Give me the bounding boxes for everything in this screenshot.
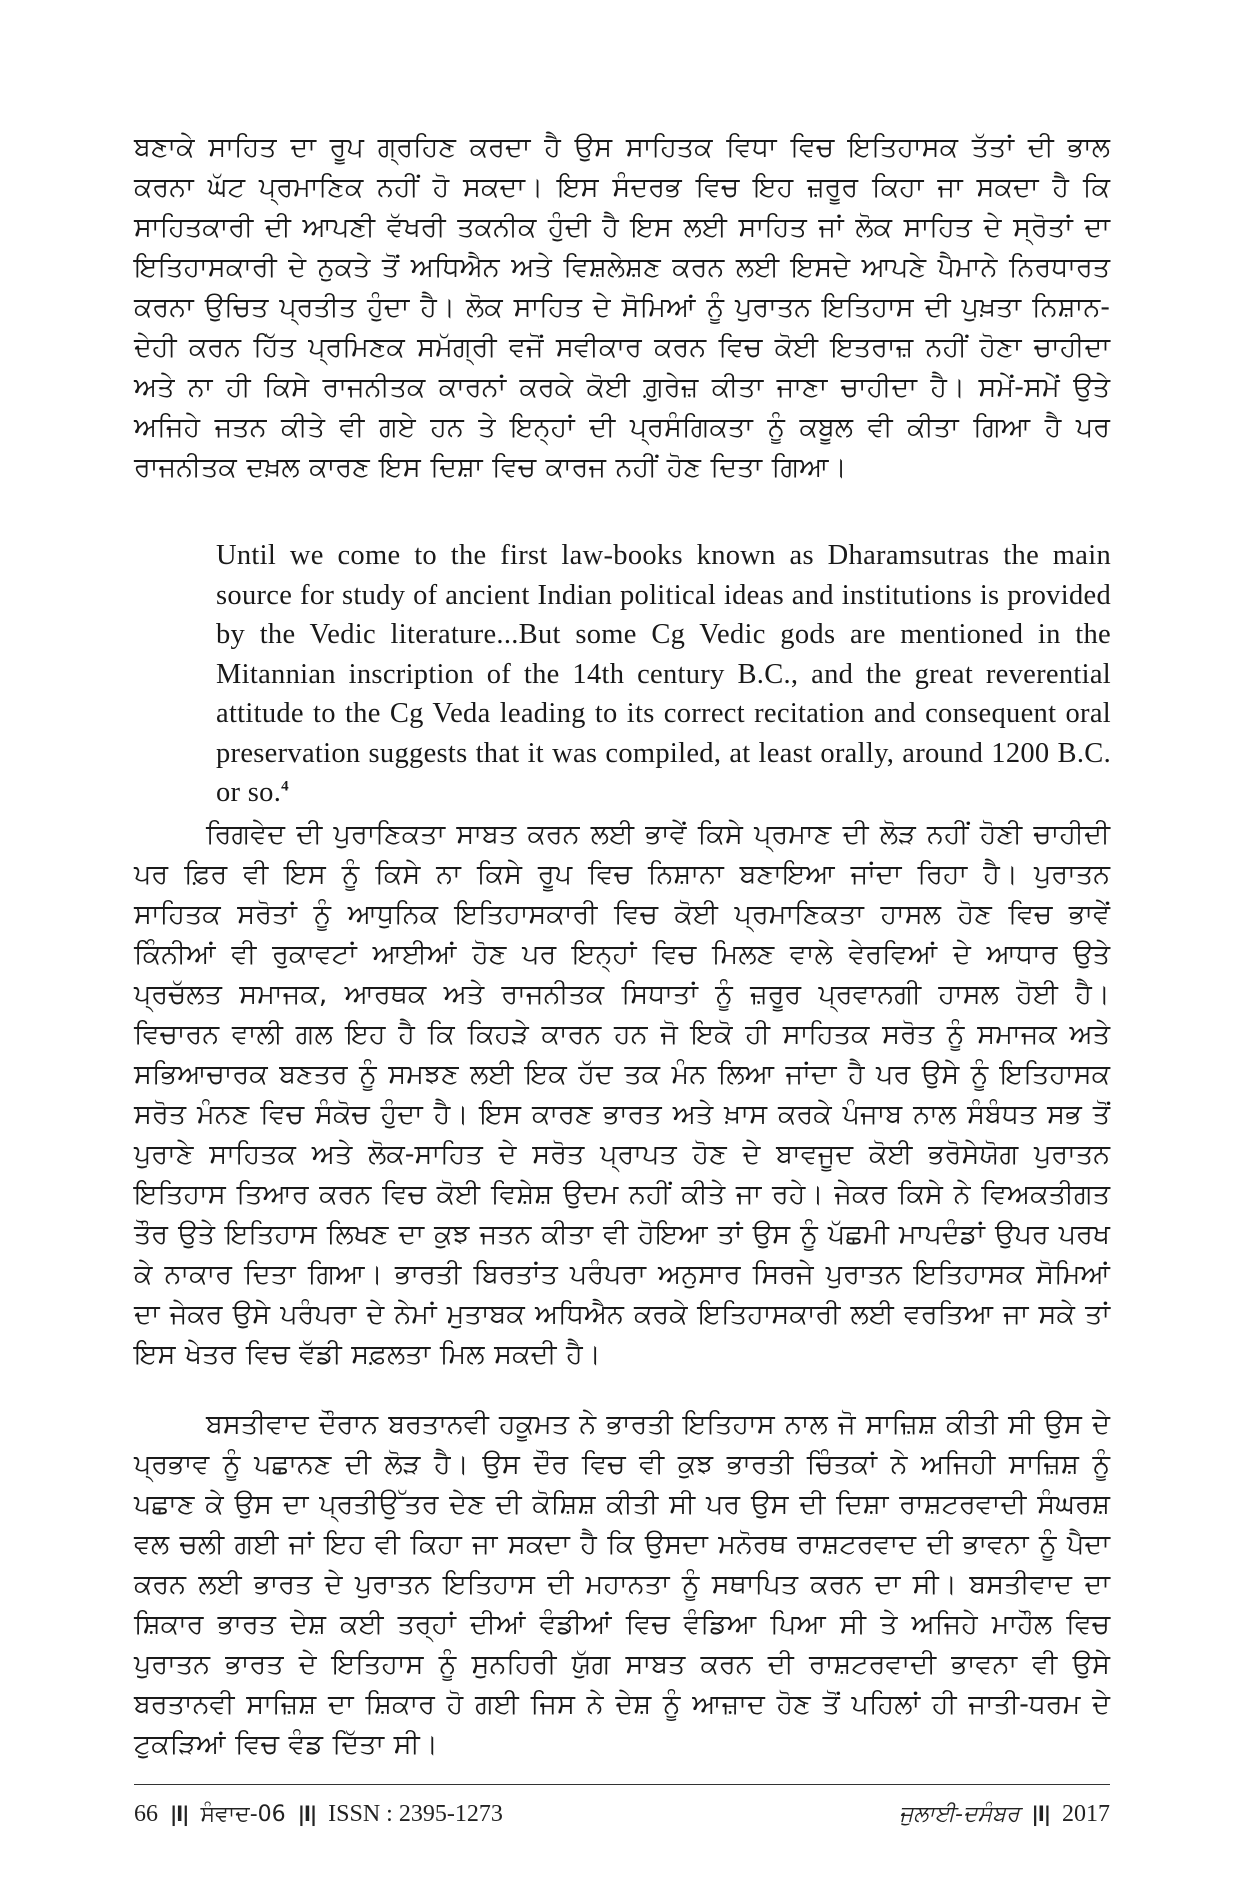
block-quote-text: Until we come to the first law-books known as Dharamsutras the main source for study of ancient Indian political ideas and institutions is provided by the Vedic literature...But some Cg Vedic gods are mentioned in the Mitannian inscription of the 14th century B.C., and the great reverential attitude to the Cg Veda leading to its correct recitation and consequent oral preservation suggests that it was compiled, at least orally, around 1200 B.C. or so. [216, 540, 1111, 808]
paragraph-2: ਰਿਗਵੇਦ ਦੀ ਪੁਰਾਣਿਕਤਾ ਸਾਬਤ ਕਰਨ ਲਈ ਭਾਵੇਂ ਕਿਸੇ ਪ੍ਰਮਾਣ ਦੀ ਲੋੜ ਨਹੀਂ ਹੋਣੀ ਚਾਹੀਦੀ ਪਰ ਫ਼ਿਰ ਵੀ ਇਸ ਨੂੰ ਕਿਸੇ ਨਾ ਕਿਸੇ ਰੂਪ ਵਿਚ ਨਿਸ਼ਾਨਾ ਬਣਾਇਆ ਜਾਂਦਾ ਰਿਹਾ ਹੈ। ਪੁਰਾਤਨ ਸਾਹਿਤਕ ਸਰੋਤਾਂ ਨੂੰ ਆਧੁਨਿਕ ਇਤਿਹਾਸਕਾਰੀ ਵਿਚ ਕੋਈ ਪ੍ਰਮਾਣਿਕਤਾ ਹਾਸਲ ਹੋਣ ਵਿਚ ਭਾਵੇਂ ਕਿੰਨੀਆਂ ਵੀ ਰੁਕਾਵਟਾਂ ਆਈਆਂ ਹੋਣ ਪਰ ਇਨ੍ਹਾਂ ਵਿਚ ਮਿਲਣ ਵਾਲੇ ਵੇਰਵਿਆਂ ਦੇ ਆਧਾਰ ਉਤੇ ਪ੍ਰਚੱਲਤ ਸਮਾਜਕ, ਆਰਥਕ ਅਤੇ ਰਾਜਨੀਤਕ ਸਿਧਾਤਾਂ ਨੂੰ ਜ਼ਰੂਰ ਪ੍ਰਵਾਨਗੀ ਹਾਸਲ ਹੋਈ ਹੈ। ਵਿਚਾਰਨ ਵਾਲੀ ਗਲ ਇਹ ਹੈ ਕਿ ਕਿਹੜੇ ਕਾਰਨ ਹਨ ਜੋ ਇਕੋ ਹੀ ਸਾਹਿਤਕ ਸਰੋਤ ਨੂੰ ਸਮਾਜਕ ਅਤੇ ਸਭਿਆਚਾਰਕ ਬਣਤਰ ਨੂੰ ਸਮਝਣ ਲਈ ਇਕ ਹੱਦ ਤਕ ਮੰਨ ਲਿਆ ਜਾਂਦਾ ਹੈ ਪਰ ਉਸੇ ਨੂੰ ਇਤਿਹਾਸਕ ਸਰੋਤ ਮੰਨਣ ਵਿਚ ਸੰਕੋਚ ਹੁੰਦਾ ਹੈ। ਇਸ ਕਾਰਣ ਭਾਰਤ ਅਤੇ ਖ਼ਾਸ ਕਰਕੇ ਪੰਜਾਬ ਨਾਲ ਸੰਬੰਧਤ ਸਭ ਤੋਂ ਪੁਰਾਣੇ ਸਾਹਿਤਕ ਅਤੇ ਲੋਕ-ਸਾਹਿਤ ਦੇ ਸਰੋਤ ਪ੍ਰਾਪਤ ਹੋਣ ਦੇ ਬਾਵਜੂਦ ਕੋਈ ਭਰੋਸੇਯੋਗ ਪੁਰਾਤਨ ਇਤਿਹਾਸ ਤਿਆਰ ਕਰਨ ਵਿਚ ਕੋਈ ਵਿਸ਼ੇਸ਼ ਉਦਮ ਨਹੀਂ ਕੀਤੇ ਜਾ ਰਹੇ। ਜੇਕਰ ਕਿਸੇ ਨੇ ਵਿਅਕਤੀਗਤ ਤੌਰ ਉਤੇ ਇਤਿਹਾਸ ਲਿਖਣ ਦਾ ਕੁਝ ਜਤਨ ਕੀਤਾ ਵੀ ਹੋਇਆ ਤਾਂ ਉਸ ਨੂੰ ਪੱਛਮੀ ਮਾਪਦੰਡਾਂ ਉਪਰ ਪਰਖ ਕੇ ਨਾਕਾਰ ਦਿਤਾ ਗਿਆ। ਭਾਰਤੀ ਬਿਰਤਾਂਤ ਪਰੰਪਰਾ ਅਨੁਸਾਰ ਸਿਰਜੇ ਪੁਰਾਤਨ ਇਤਿਹਾਸਕ ਸੋਮਿਆਂ ਦਾ ਜੇਕਰ ਉਸੇ ਪਰੰਪਰਾ ਦੇ ਨੇਮਾਂ ਮੁਤਾਬਕ ਅਧਿਐਨ ਕਰਕੇ ਇਤਿਹਾਸਕਾਰੀ ਲਈ ਵਰਤਿਆ ਜਾ ਸਕੇ ਤਾਂ ਇਸ ਖੇਤਰ ਵਿਚ ਵੱਡੀ ਸਫ਼ਲਤਾ ਮਿਲ ਸਕਦੀ ਹੈ। [134, 819, 1110, 1370]
paragraph-3: ਬਸਤੀਵਾਦ ਦੌਰਾਨ ਬਰਤਾਨਵੀ ਹਕੂਮਤ ਨੇ ਭਾਰਤੀ ਇਤਿਹਾਸ ਨਾਲ ਜੋ ਸਾਜ਼ਿਸ਼ ਕੀਤੀ ਸੀ ਉਸ ਦੇ ਪ੍ਰਭਾਵ ਨੂੰ ਪਛਾਨਣ ਦੀ ਲੋੜ ਹੈ। ਉਸ ਦੌਰ ਵਿਚ ਵੀ ਕੁਝ ਭਾਰਤੀ ਚਿੰਤਕਾਂ ਨੇ ਅਜਿਹੀ ਸਾਜ਼ਿਸ਼ ਨੂੰ ਪਛਾਣ ਕੇ ਉਸ ਦਾ ਪ੍ਰਤੀਉੱਤਰ ਦੇਣ ਦੀ ਕੋਸ਼ਿਸ਼ ਕੀਤੀ ਸੀ ਪਰ ਉਸ ਦੀ ਦਿਸ਼ਾ ਰਾਸ਼ਟਰਵਾਦੀ ਸੰਘਰਸ਼ ਵਲ ਚਲੀ ਗਈ ਜਾਂ ਇਹ ਵੀ ਕਿਹਾ ਜਾ ਸਕਦਾ ਹੈ ਕਿ ਉਸਦਾ ਮਨੋਰਥ ਰਾਸ਼ਟਰਵਾਦ ਦੀ ਭਾਵਨਾ ਨੂੰ ਪੈਦਾ ਕਰਨ ਲਈ ਭਾਰਤ ਦੇ ਪੁਰਾਤਨ ਇਤਿਹਾਸ ਦੀ ਮਹਾਨਤਾ ਨੂੰ ਸਥਾਪਿਤ ਕਰਨ ਦਾ ਸੀ। ਬਸਤੀਵਾਦ ਦਾ ਸ਼ਿਕਾਰ ਭਾਰਤ ਦੇਸ਼ ਕਈ ਤਰ੍ਹਾਂ ਦੀਆਂ ਵੰਡੀਆਂ ਵਿਚ ਵੰਡਿਆ ਪਿਆ ਸੀ ਤੇ ਅਜਿਹੇ ਮਾਹੌਲ ਵਿਚ ਪੁਰਾਤਨ ਭਾਰਤ ਦੇ ਇਤਿਹਾਸ ਨੂੰ ਸੁਨਹਿਰੀ ਯੁੱਗ ਸਾਬਤ ਕਰਨ ਦੀ ਰਾਸ਼ਟਰਵਾਦੀ ਭਾਵਨਾ ਵੀ ਉਸੇ ਬਰਤਾਨਵੀ ਸਾਜ਼ਿਸ਼ ਦਾ ਸ਼ਿਕਾਰ ਹੋ ਗਈ ਜਿਸ ਨੇ ਦੇਸ਼ ਨੂੰ ਆਜ਼ਾਦ ਹੋਣ ਤੋਂ ਪਹਿਲਾਂ ਹੀ ਜਾਤੀ-ਧਰਮ ਦੇ ਟੁਕੜਿਆਂ ਵਿਚ ਵੰਡ ਦਿੱਤਾ ਸੀ। [134, 1409, 1110, 1760]
block-quote [216, 536, 1111, 813]
footer-divider [134, 1784, 1110, 1785]
footer-left [134, 1794, 503, 1835]
footer-separator: |l| [1031, 1802, 1050, 1826]
journal-name: ਸੰਵਾਦ-06 [200, 1802, 286, 1827]
footer-separator: |l| [170, 1802, 189, 1826]
footnote-marker: 4 [281, 778, 289, 795]
footer-right [899, 1794, 1110, 1835]
issue-period: ਜੁਲਾਈ-ਦਸੰਬਰ [899, 1802, 1020, 1827]
page-footer [134, 1794, 1110, 1834]
footer-separator: |l| [297, 1802, 317, 1826]
issue-year: 2017 [1062, 1801, 1110, 1827]
page-number: 66 [134, 1801, 158, 1827]
paragraph-1: ਬਣਾਕੇ ਸਾਹਿਤ ਦਾ ਰੂਪ ਗ੍ਰਹਿਣ ਕਰਦਾ ਹੈ ਉਸ ਸਾਹਿਤਕ ਵਿਧਾ ਵਿਚ ਇਤਿਹਾਸਕ ਤੱਤਾਂ ਦੀ ਭਾਲ ਕਰਨਾ ਘੱਟ ਪ੍ਰਮਾਣਿਕ ਨਹੀਂ ਹੋ ਸਕਦਾ। ਇਸ ਸੰਦਰਭ ਵਿਚ ਇਹ ਜ਼ਰੂਰ ਕਿਹਾ ਜਾ ਸਕਦਾ ਹੈ ਕਿ ਸਾਹਿਤਕਾਰੀ ਦੀ ਆਪਣੀ ਵੱਖਰੀ ਤਕਨੀਕ ਹੁੰਦੀ ਹੈ ਇਸ ਲਈ ਸਾਹਿਤ ਜਾਂ ਲੋਕ ਸਾਹਿਤ ਦੇ ਸ੍ਰੋਤਾਂ ਦਾ ਇਤਿਹਾਸਕਾਰੀ ਦੇ ਨੁਕਤੇ ਤੋਂ ਅਧਿਐਨ ਅਤੇ ਵਿਸ਼ਲੇਸ਼ਣ ਕਰਨ ਲਈ ਇਸਦੇ ਆਪਣੇ ਪੈਮਾਨੇ ਨਿਰਧਾਰਤ ਕਰਨਾ ਉਚਿਤ ਪ੍ਰਤੀਤ ਹੁੰਦਾ ਹੈ। ਲੋਕ ਸਾਹਿਤ ਦੇ ਸੋਮਿਆਂ ਨੂੰ ਪੁਰਾਤਨ ਇਤਿਹਾਸ ਦੀ ਪੁਖ਼ਤਾ ਨਿਸ਼ਾਨ-ਦੇਹੀ ਕਰਨ ਹਿੱਤ ਪ੍ਰਮਿਣਕ ਸਮੱਗ੍ਰੀ ਵਜੋਂ ਸਵੀਕਾਰ ਕਰਨ ਵਿਚ ਕੋਈ ਇਤਰਾਜ਼ ਨਹੀਂ ਹੋਣਾ ਚਾਹੀਦਾ ਅਤੇ ਨਾ ਹੀ ਕਿਸੇ ਰਾਜਨੀਤਕ ਕਾਰਨਾਂ ਕਰਕੇ ਕੋਈ ਗ਼ੁਰੇਜ਼ ਕੀਤਾ ਜਾਣਾ ਚਾਹੀਦਾ ਹੈ। ਸਮੇਂ-ਸਮੇਂ ਉਤੇ ਅਜਿਹੇ ਜਤਨ ਕੀਤੇ ਵੀ ਗਏ ਹਨ ਤੇ ਇਨ੍ਹਾਂ ਦੀ ਪ੍ਰਸੰਗਿਕਤਾ ਨੂੰ ਕਬੂਲ ਵੀ ਕੀਤਾ ਗਿਆ ਹੈ ਪਰ ਰਾਜਨੀਤਕ ਦਖ਼ਲ ਕਾਰਣ ਇਸ ਦਿਸ਼ਾ ਵਿਚ ਕਾਰਜ ਨਹੀਂ ਹੋਣ ਦਿਤਾ ਗਿਆ। [134, 132, 1110, 483]
issn: ISSN : 2395-1273 [328, 1801, 503, 1827]
